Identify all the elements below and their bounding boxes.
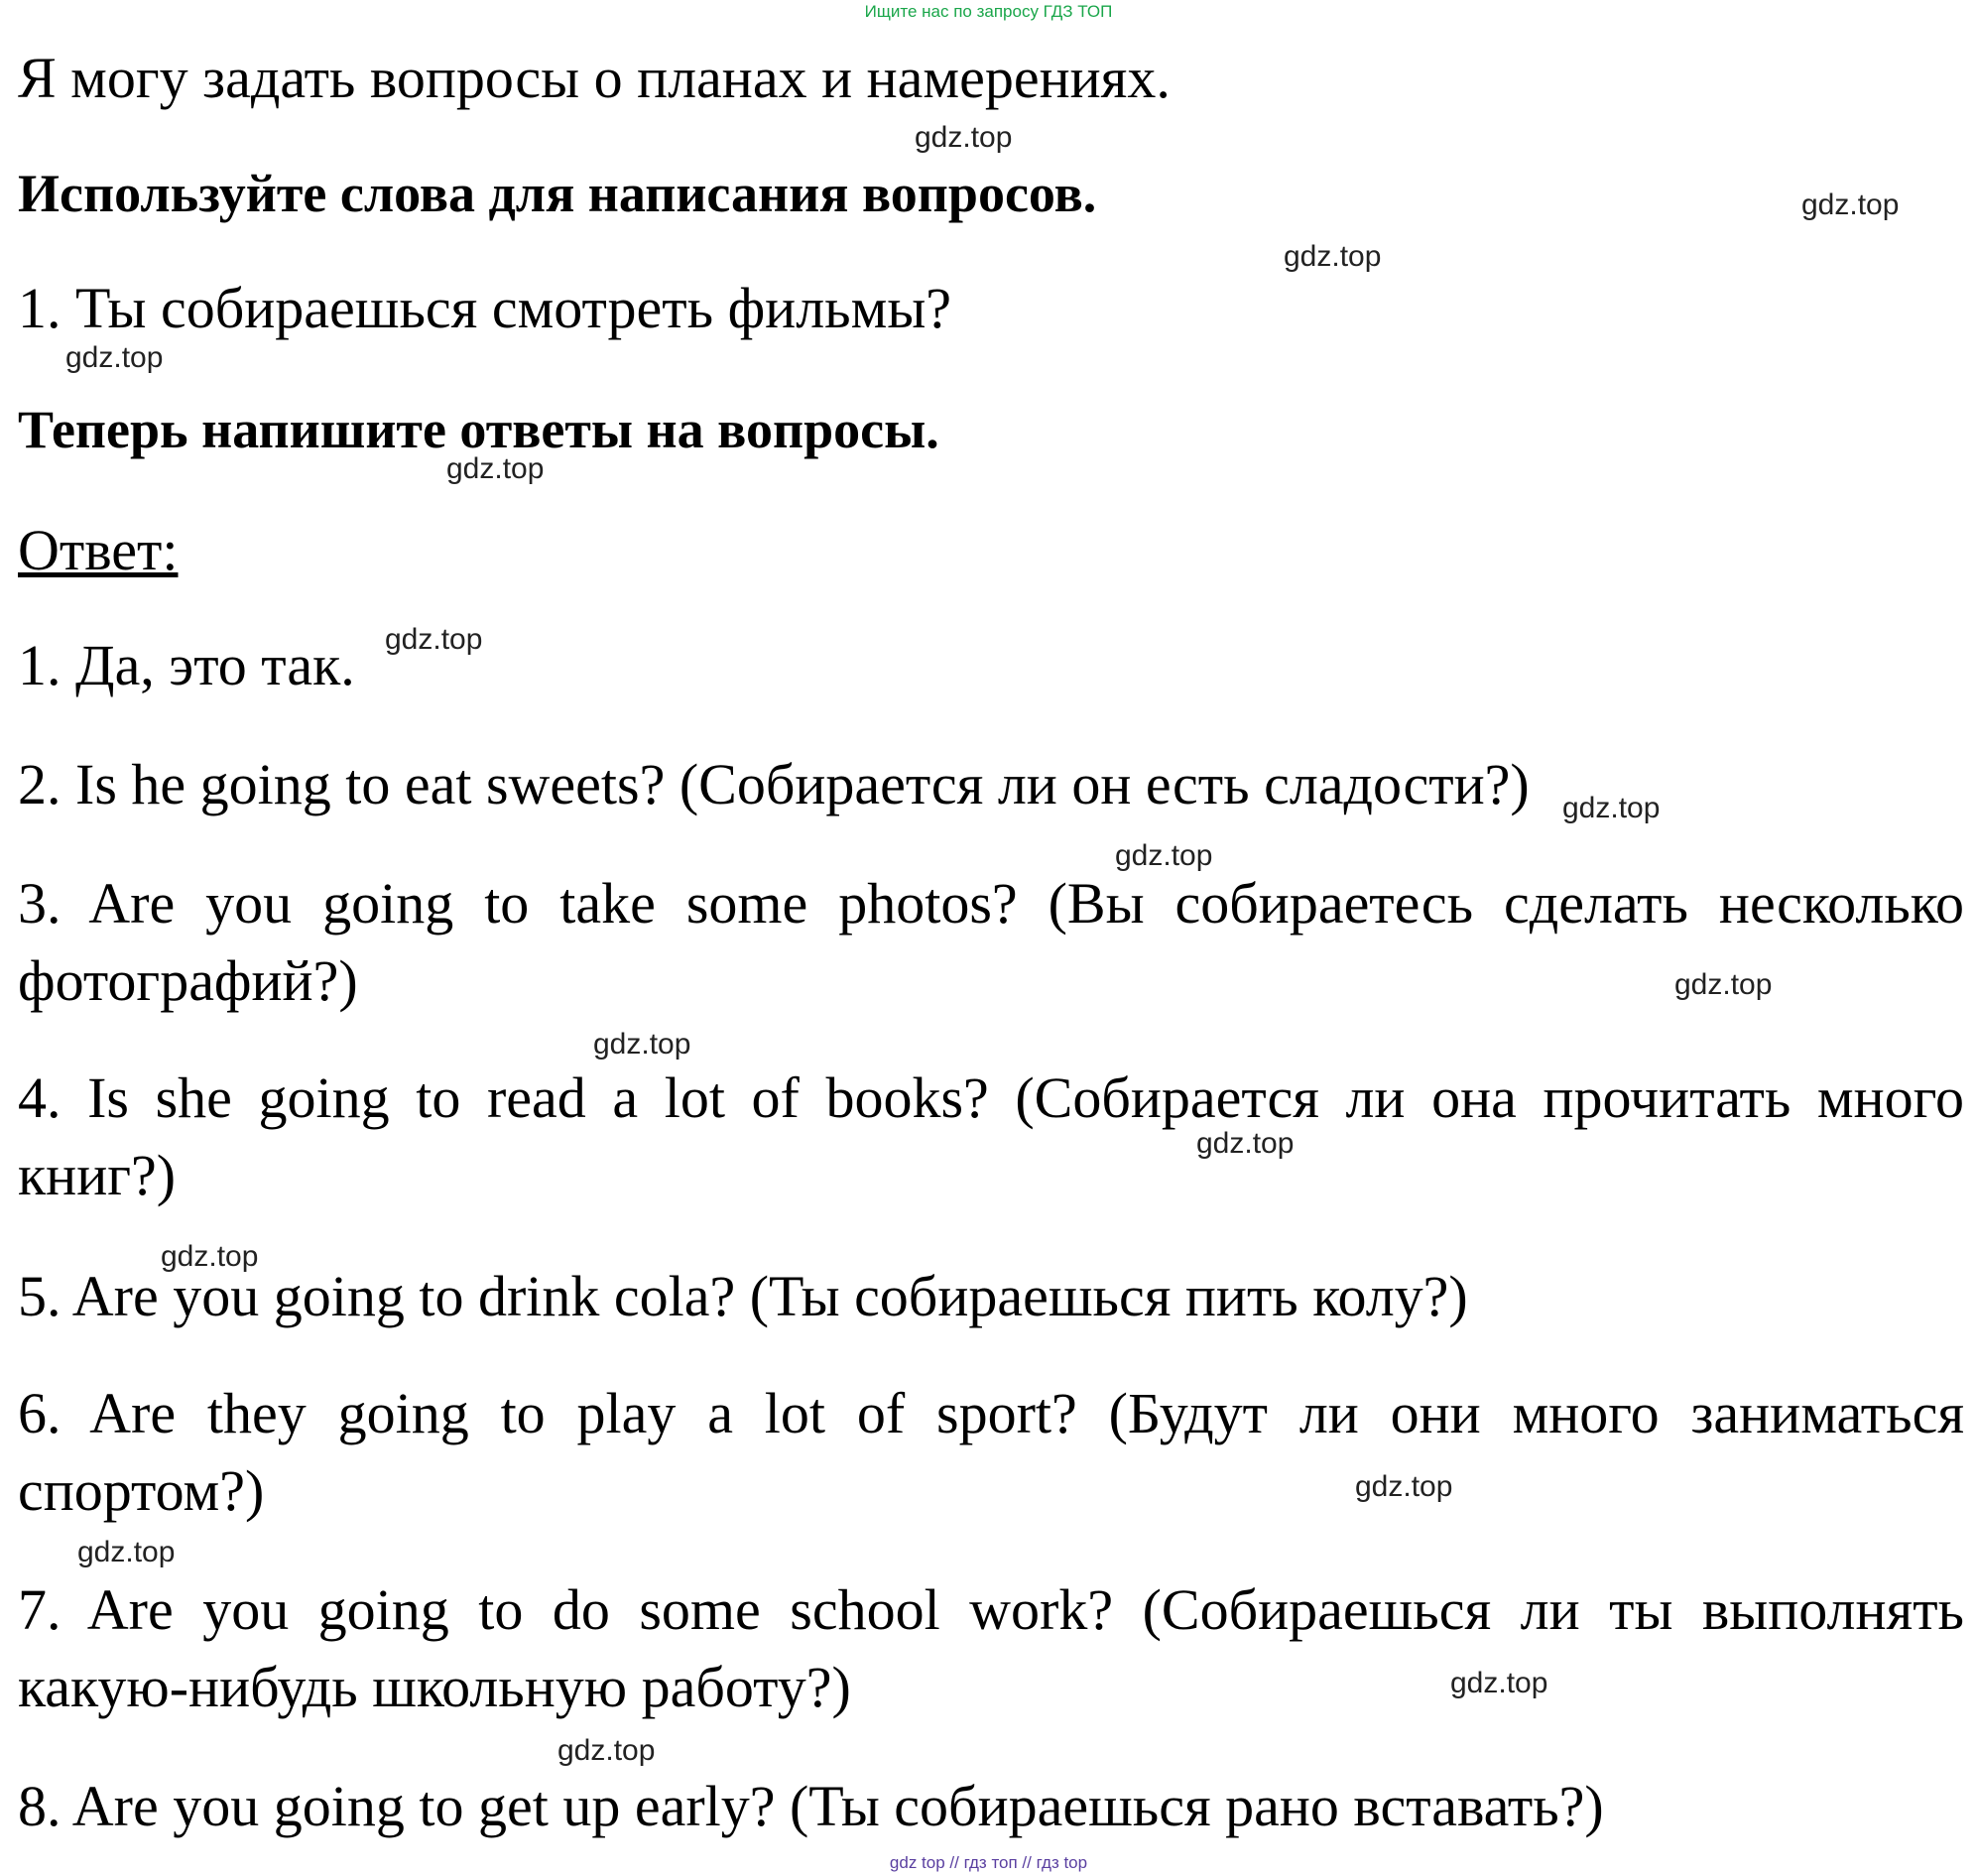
watermark: gdz.top — [1355, 1470, 1453, 1503]
watermark: gdz.top — [1562, 792, 1661, 824]
intro-text: Я могу задать вопросы о планах и намерениях. — [18, 46, 1171, 110]
watermark: gdz.top — [161, 1240, 259, 1273]
footer-text: gdz top // гдз топ // гдз top — [889, 1853, 1088, 1872]
watermark: gdz.top — [915, 121, 1013, 154]
watermark: gdz.top — [1801, 188, 1900, 221]
instruction-heading-2: Теперь напишите ответы на вопросы. — [18, 400, 939, 459]
answer-3: 3. Are you going to take some photos? (Вы собираетесь сделать несколько фотографий?) — [18, 871, 1964, 1013]
watermark: gdz.top — [77, 1536, 176, 1568]
watermark: gdz.top — [1115, 839, 1213, 872]
watermark: gdz.top — [446, 452, 545, 485]
answer-4: 4. Is she going to read a lot of books? (Собирается ли она прочитать много книг?) — [18, 1065, 1964, 1207]
watermark: gdz.top — [1674, 968, 1773, 1001]
watermark: gdz.top — [385, 623, 483, 656]
answer-8: 8. Are you going to get up early? (Ты собираешься рано вставать?) — [18, 1774, 1604, 1838]
answer-1: 1. Да, это так. — [18, 633, 355, 697]
question-1: 1. Ты собираешься смотреть фильмы? — [18, 276, 952, 340]
answer-7: 7. Are you going to do some school work? (Собираешься ли ты выполнять какую-нибудь школьную работу?) — [18, 1577, 1964, 1719]
watermark: gdz.top — [1196, 1127, 1295, 1160]
watermark: gdz.top — [1284, 240, 1382, 273]
answer-2: 2. Is he going to eat sweets? (Собирается ли он есть сладости?) — [18, 752, 1530, 816]
watermark: gdz.top — [65, 341, 164, 374]
answer-5: 5. Are you going to drink cola? (Ты собираешься пить колу?) — [18, 1264, 1468, 1328]
answer-label: Ответ: — [18, 518, 179, 582]
instruction-heading-1: Используйте слова для написания вопросов. — [18, 164, 1097, 223]
watermark: gdz.top — [1450, 1667, 1548, 1699]
answer-6: 6. Are they going to play a lot of sport? (Будут ли они много заниматься спортом?) — [18, 1381, 1964, 1523]
top-banner: Ищите нас по запросу ГДЗ ТОП — [864, 2, 1113, 21]
watermark: gdz.top — [593, 1028, 691, 1061]
watermark: gdz.top — [557, 1734, 656, 1767]
